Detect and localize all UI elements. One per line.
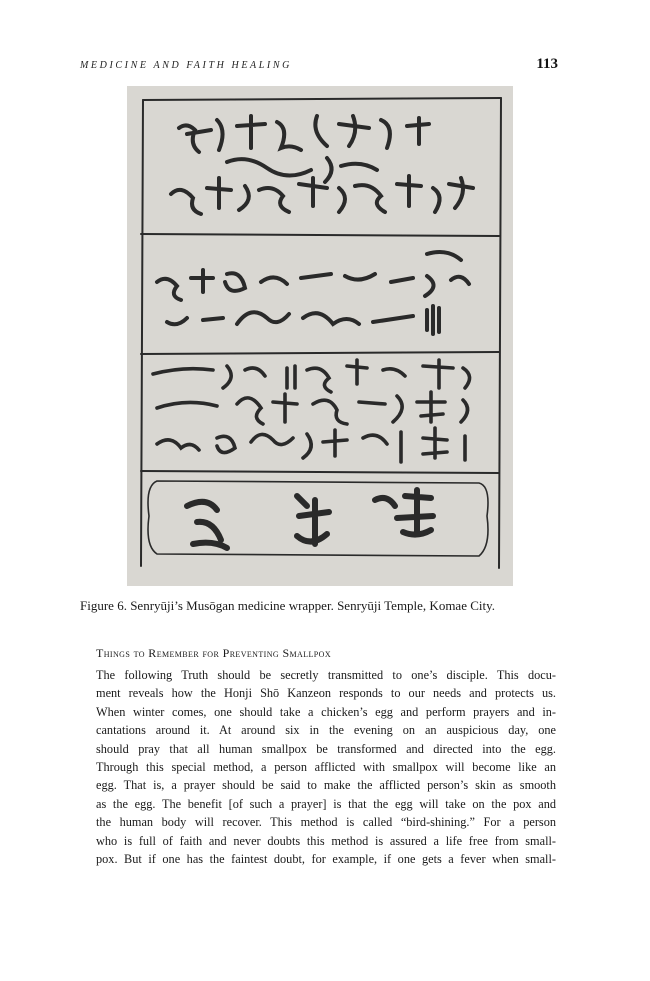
- body-paragraph: [96, 666, 556, 868]
- body-line: Through this special method, a person afflicted with smallpox will become like an: [96, 759, 556, 774]
- figure-caption: Figure 6. Senryūji’s Musōgan medicine wrapper. Senryūji Temple, Komae City.: [80, 598, 496, 613]
- body-line: pox. But if one has the faintest doubt, for example, if one gets a fever when small-: [96, 851, 556, 866]
- body-line: who is full of faith and never doubts this method is assured a life free from small-: [96, 833, 556, 848]
- figure-image: [127, 86, 513, 586]
- body-line: ment reveals how the Honji Shō Kanzeon responds to our needs and protects us.: [96, 686, 556, 701]
- body-line: the human body will recover. This method is called “bird-shining.” For a person: [96, 815, 556, 830]
- body-line: should pray that all human smallpox be transformed and directed into the egg.: [96, 741, 556, 756]
- body-line: egg. That is, a prayer should be said to make the afflicted person’s skin as smooth: [96, 778, 556, 793]
- page-number: 113: [536, 56, 558, 72]
- body-line: The following Truth should be secretly transmitted to one’s disciple. This docu-: [96, 668, 556, 682]
- body-line: as the egg. The benefit [of such a prayer] is that the egg will take on the pox and: [96, 796, 556, 811]
- running-head: MEDICINE AND FAITH HEALING: [80, 60, 292, 71]
- body-line: cantations around it. At around six in the evening on an auspicious day, one: [96, 723, 556, 738]
- section-heading: Things to Remember for Preventing Smallpox: [96, 646, 332, 660]
- calligraphy-wrapper-image: [127, 86, 513, 586]
- body-line: When winter comes, one should take a chicken’s egg and perform prayers and in-: [96, 704, 556, 719]
